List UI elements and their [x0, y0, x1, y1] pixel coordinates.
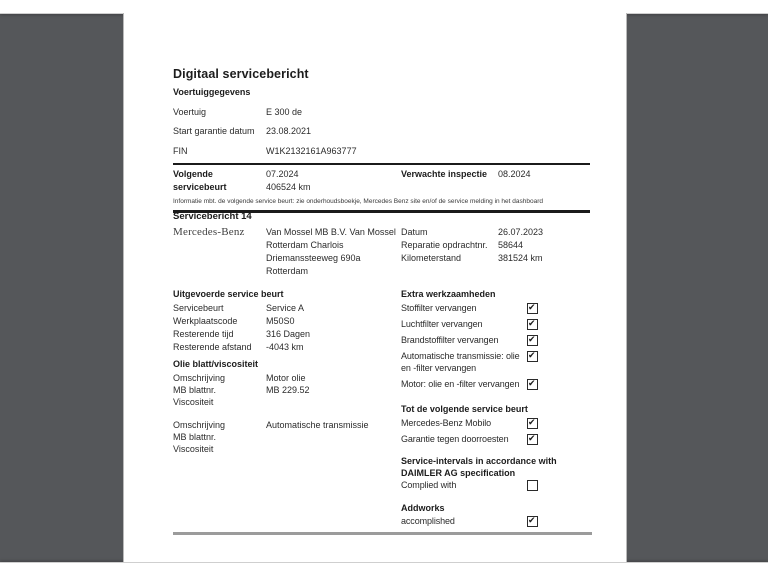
checkbox[interactable]	[527, 335, 538, 346]
next-service-mileage: 406524 km	[266, 182, 311, 192]
dealer-address-line: Van Mossel MB B.V. Van Mossel	[266, 227, 396, 237]
divider	[173, 163, 590, 165]
service-row	[173, 302, 399, 315]
checklist-item	[401, 318, 593, 330]
next-service-note: Informatie mbt. de volgende service beurt: zie onderhoudsboekje, Mercedes Benz site en/of de service melding in het dashboard	[173, 198, 543, 205]
checkbox[interactable]	[527, 418, 538, 429]
checklist-item	[401, 334, 593, 346]
adjacent-page-bottom-edge	[0, 562, 768, 577]
checklist-item	[401, 350, 593, 374]
section-heading-addworks: Addworks	[401, 503, 445, 513]
document-page	[123, 13, 627, 562]
vehicle-row	[173, 125, 590, 137]
section-heading-oil: Olie blatt/viscositeit	[173, 359, 259, 369]
service-report-heading: Servicebericht 14	[173, 211, 252, 222]
oil-row	[173, 372, 399, 384]
inspection-label: Verwachte inspectie	[401, 169, 488, 179]
dealer-address	[266, 226, 401, 278]
field-value	[266, 431, 399, 443]
section-heading-performed-service: Uitgevoerde service beurt	[173, 289, 284, 299]
oil-group	[173, 419, 399, 455]
checkbox[interactable]	[527, 379, 538, 390]
field-label: Start garantie datum	[173, 126, 255, 136]
oil-group	[173, 372, 399, 408]
field-label: Servicebeurt	[173, 303, 224, 313]
oil-row	[173, 384, 399, 396]
field-label: MB blattnr.	[173, 385, 217, 395]
oil-row	[173, 419, 399, 431]
document-title: Digitaal servicebericht	[173, 67, 309, 81]
field-value: -4043 km	[266, 342, 304, 352]
checklist-item-label: Luchtfilter vervangen	[401, 319, 483, 329]
next-service-section	[173, 168, 590, 213]
vehicle-row	[173, 106, 590, 118]
checklist-item	[401, 302, 593, 314]
dealer-address-line: Driemanssteeweg 690a	[266, 253, 361, 263]
service-row	[173, 328, 399, 341]
field-label: Omschrijving	[173, 420, 226, 430]
checkbox[interactable]	[527, 319, 538, 330]
checklist-item	[401, 515, 593, 527]
field-value: Service A	[266, 303, 305, 313]
field-value	[266, 443, 399, 455]
inspection-value: 08.2024	[498, 169, 531, 179]
report-meta-labels	[401, 226, 498, 278]
field-label: FIN	[173, 145, 188, 156]
checklist-item	[401, 378, 593, 390]
vehicle-row	[173, 145, 590, 157]
field-value: W1K2132161A963777	[266, 145, 357, 156]
checklist-item-label: Stoffilter vervangen	[401, 303, 477, 313]
field-label: Reparatie opdrachtnr.	[401, 240, 488, 250]
checklist-item-label: Garantie tegen doorroesten	[401, 434, 509, 444]
checklist-item-label: Automatische transmissie: olie en -filter vervangen	[401, 351, 520, 373]
checkbox[interactable]	[527, 516, 538, 527]
checkbox[interactable]	[527, 351, 538, 362]
report-meta-values	[498, 226, 590, 278]
field-value: 58644	[498, 240, 524, 250]
field-value: 316 Dagen	[266, 329, 311, 339]
field-label: Datum	[401, 227, 428, 237]
checklist-item-label: Brandstoffilter vervangen	[401, 335, 499, 345]
next-service-date: 07.2024	[266, 169, 299, 179]
field-value: M50S0	[266, 316, 295, 326]
field-label: Omschrijving	[173, 373, 226, 383]
field-value: 381524 km	[498, 253, 543, 263]
checklist-item	[401, 417, 593, 429]
section-heading-vehicle: Voertuiggegevens	[173, 87, 251, 97]
checklist-item-label: accomplished	[401, 516, 455, 526]
service-row	[173, 341, 399, 354]
field-value: Motor olie	[266, 373, 306, 383]
field-label: Resterende tijd	[173, 329, 234, 339]
next-service-values	[266, 168, 401, 194]
field-value: MB 229.52	[266, 385, 310, 395]
field-label: Viscositeit	[173, 397, 214, 407]
dealer-address-line: Rotterdam	[266, 266, 309, 276]
checklist-item	[401, 433, 593, 445]
field-label: Viscositeit	[173, 444, 214, 454]
oil-row	[173, 443, 399, 455]
section-heading-extra-work: Extra werkzaamheden	[401, 289, 496, 299]
field-value: 26.07.2023	[498, 227, 544, 237]
field-value	[266, 396, 399, 408]
dealer-info-section	[173, 226, 590, 278]
field-label: Resterende afstand	[173, 342, 252, 352]
field-label: Voertuig	[173, 106, 207, 117]
checklist-item-label: Motor: olie en -filter vervangen	[401, 379, 520, 389]
oil-row	[173, 396, 399, 408]
mercedes-benz-wordmark: Mercedes-Benz	[173, 226, 245, 238]
dealer-address-line: Rotterdam Charlois	[266, 240, 344, 250]
field-label: Kilometerstand	[401, 253, 462, 263]
service-row	[173, 315, 399, 328]
next-service-label: Volgende servicebeurt	[173, 169, 227, 192]
oil-row	[173, 431, 399, 443]
field-value: Automatische transmissie	[266, 420, 369, 430]
field-value: E 300 de	[266, 106, 303, 117]
checkbox[interactable]	[527, 434, 538, 445]
left-column	[173, 289, 399, 455]
field-label: Werkplaatscode	[173, 316, 238, 326]
checkbox[interactable]	[527, 480, 538, 491]
checklist-item-label: Mercedes-Benz Mobilo	[401, 418, 492, 428]
field-value: 23.08.2021	[266, 126, 312, 136]
checklist-item	[401, 479, 593, 491]
divider-bottom	[173, 532, 592, 535]
section-heading-until-next-service: Tot de volgende service beurt	[401, 404, 528, 414]
checkbox[interactable]	[527, 303, 538, 314]
adjacent-page-top-edge	[0, 0, 768, 14]
field-label: MB blattnr.	[173, 432, 217, 442]
right-column	[401, 289, 593, 527]
section-heading-service-intervals: Service-intervals in accordance with DAIMLER AG specification	[401, 456, 557, 478]
vehicle-data-section	[173, 87, 590, 157]
checklist-item-label: Complied with	[401, 480, 457, 490]
